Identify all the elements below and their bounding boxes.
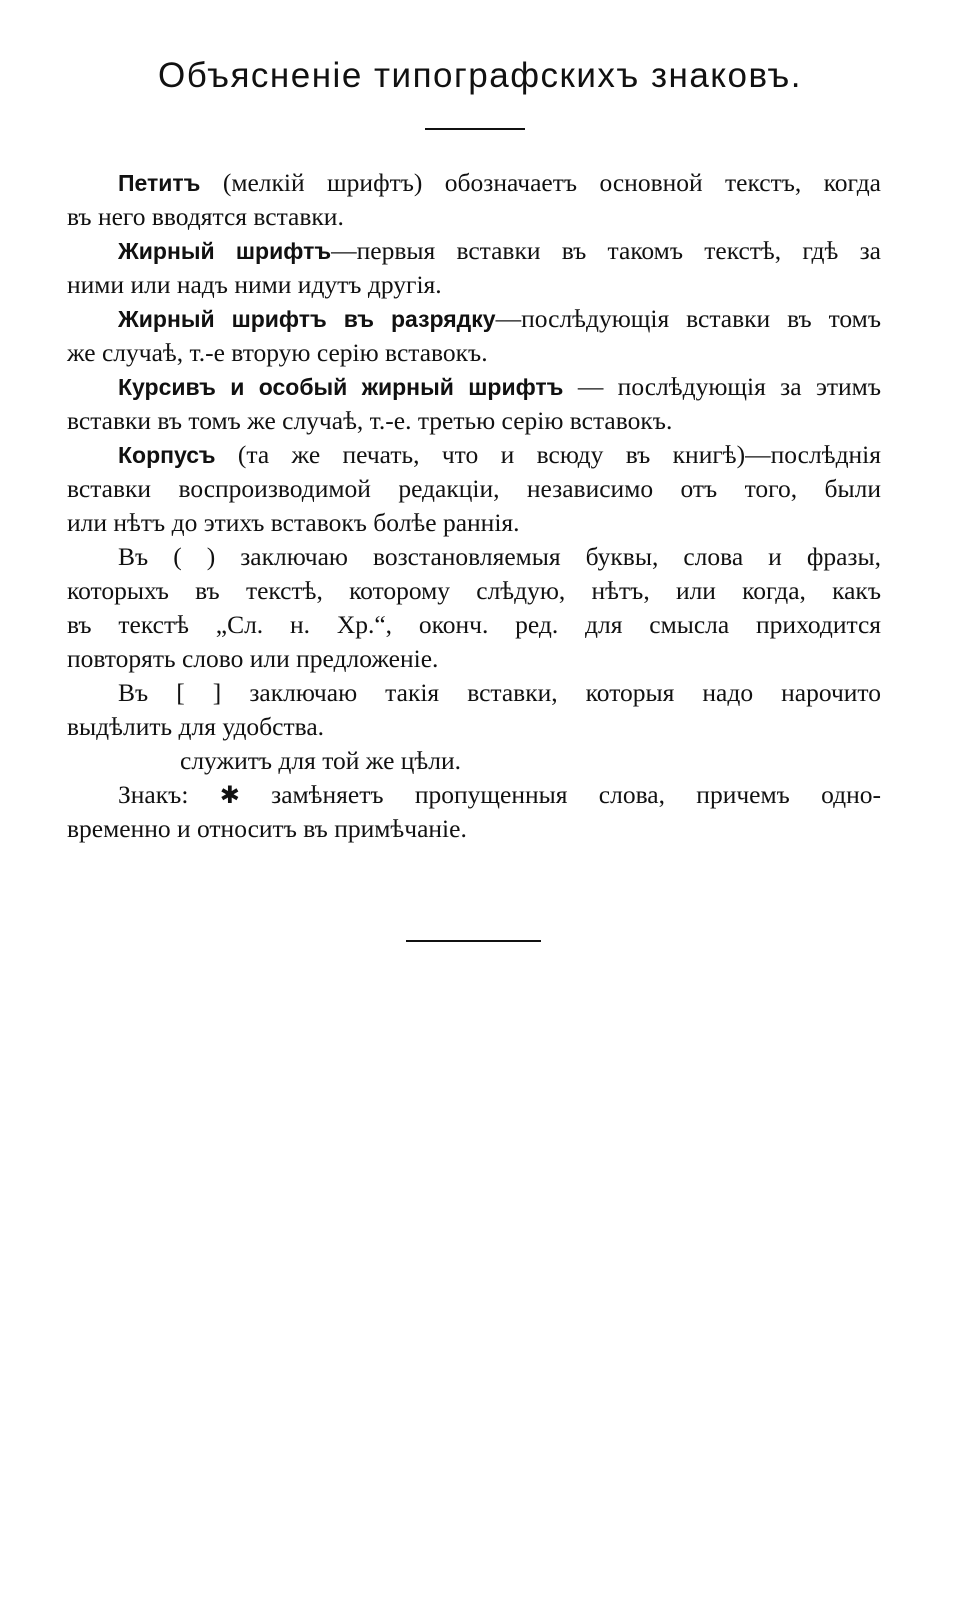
line-text: вставки въ томъ же случаѣ, т.-е. третью серію вставокъ. xyxy=(67,406,673,435)
text-line xyxy=(67,812,881,846)
line-text: Въ ( ) заключаю возстановляемыя буквы, слова и фразы, xyxy=(118,542,881,571)
text-line xyxy=(118,234,881,268)
line-text: (та же печать, что и всюду въ книгѣ)—послѣднія xyxy=(215,440,881,469)
line-text: въ него вводятся вставки. xyxy=(67,202,344,231)
text-line xyxy=(67,608,881,642)
line-text: —послѣдующія вставки въ томъ xyxy=(495,304,881,333)
text-line xyxy=(67,404,881,438)
line-text: же случаѣ, т.-е вторую серію вставокъ. xyxy=(67,338,488,367)
title-divider xyxy=(425,128,525,130)
text-line xyxy=(67,710,881,744)
line-text: Въ [ ] заключаю такія вставки, которыя надо нарочито xyxy=(118,678,881,707)
line-text: —первыя вставки въ такомъ текстѣ, гдѣ за xyxy=(331,236,881,265)
line-text: повторять слово или предложеніе. xyxy=(67,644,439,673)
term-label: Жирный шрифтъ въ разрядку xyxy=(118,306,496,332)
closing-divider xyxy=(406,940,541,942)
text-line xyxy=(118,540,881,574)
line-text: вставки воспроизводимой редакціи, независимо отъ того, были xyxy=(67,474,881,503)
line-text: временно и относитъ въ примѣчаніе. xyxy=(67,814,467,843)
line-text: въ текстѣ „Сл. н. Хр.“, оконч. ред. для смысла приходится xyxy=(67,610,881,639)
term-label: Знакъ: xyxy=(118,780,189,809)
text-line xyxy=(118,302,881,336)
text-line xyxy=(118,676,881,710)
line-text: ними или надъ ними идутъ другія. xyxy=(67,270,442,299)
asterisk-icon: ✱ xyxy=(219,781,240,809)
line-text: выдѣлить для удобства. xyxy=(67,712,325,741)
line-text: или нѣтъ до этихъ вставокъ болѣе раннія. xyxy=(67,508,520,537)
line-text: которыхъ въ текстѣ, которому слѣдую, нѣтъ, или когда, какъ xyxy=(67,576,881,605)
text-line xyxy=(67,642,881,676)
text-line xyxy=(118,438,881,472)
term-label: Жирный шрифтъ xyxy=(118,238,332,264)
text-line xyxy=(67,472,881,506)
text-line xyxy=(67,336,881,370)
text-line xyxy=(67,268,881,302)
line-text: — послѣдующія за этимъ xyxy=(563,372,881,401)
line-text: (мелкій шрифтъ) обозначаетъ основной текстъ, когда xyxy=(200,168,881,197)
text-line xyxy=(67,200,881,234)
page-title: Объясненіе типографскихъ знаковъ. xyxy=(157,56,803,95)
text-line xyxy=(67,574,881,608)
line-text: служитъ для той же цѣли. xyxy=(180,746,462,775)
term-label: Петитъ xyxy=(118,170,201,196)
text-line xyxy=(118,778,881,812)
text-line xyxy=(118,370,881,404)
term-label: Корпусъ xyxy=(118,442,216,468)
text-line xyxy=(180,744,880,778)
text-line xyxy=(118,166,881,200)
text-line xyxy=(67,506,881,540)
line-text: замѣняетъ пропущенныя слова, причемъ одно- xyxy=(239,780,882,809)
term-label: Курсивъ и особый жирный шрифтъ xyxy=(118,374,564,400)
